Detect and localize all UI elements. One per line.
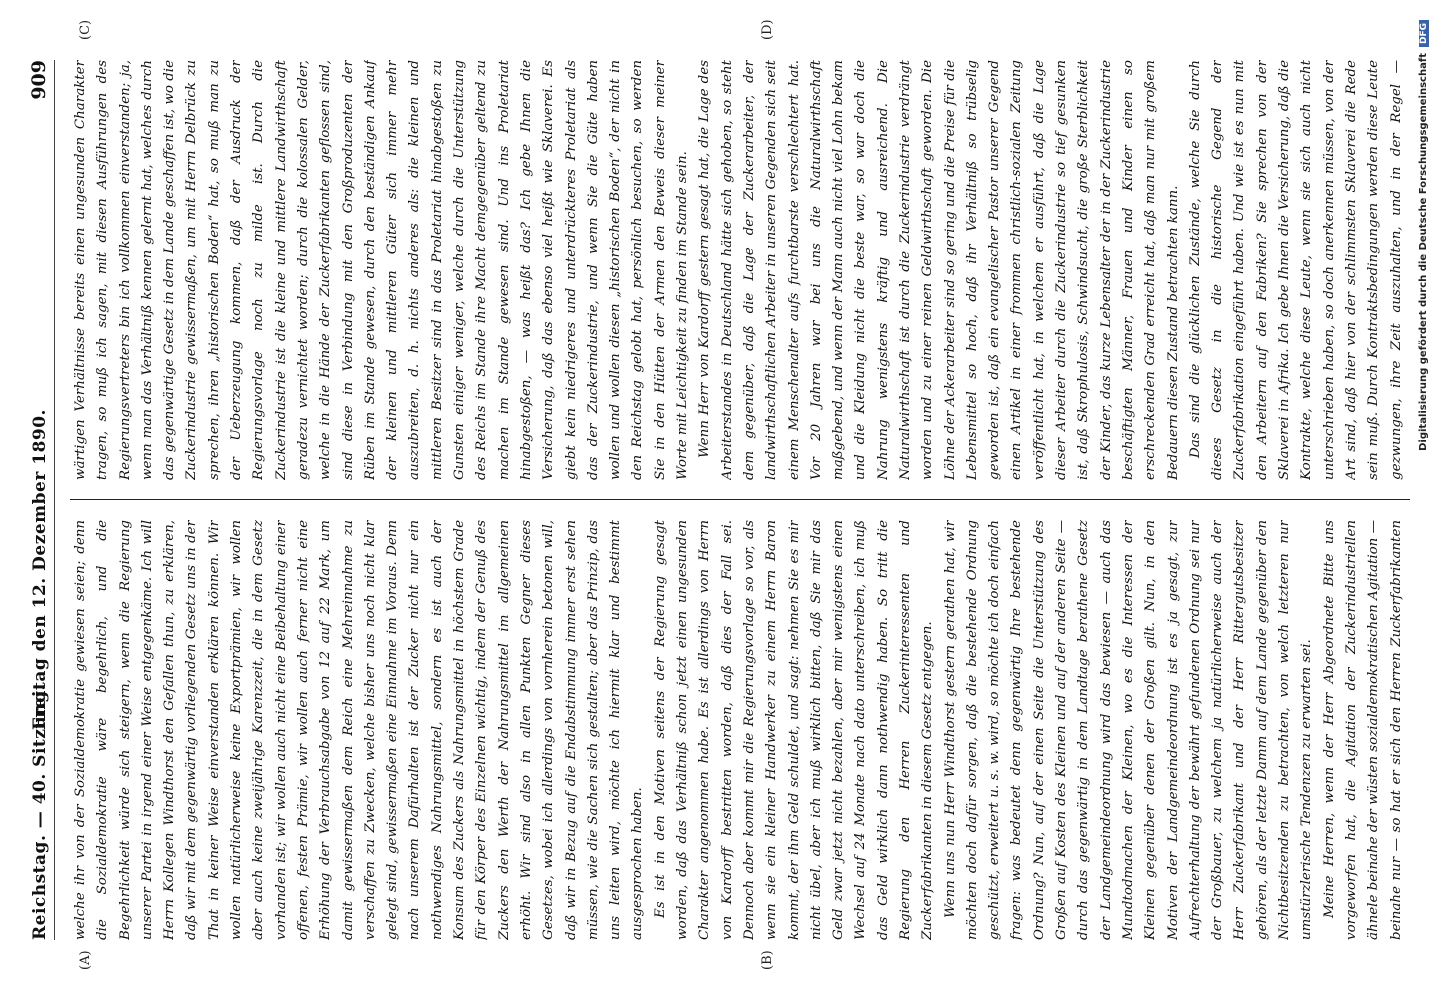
paragraph: Wenn Herr von Kardorff gestern gesagt hat, die Lage des Arbeiterstandes in Deutschland hätte sich gehoben, so steht dem gegenüber, daß die Lage der Zuckerarbeiter, der landwirthschaftlichen Arbeiter in unseren Gegenden sich seit einem Menschenalter aufs furchtbarste verschlechtert hat. Vor 20 Jahren war bei uns die Naturalwirthschaft maßgebend, und wenn der Mann auch nicht viel Lohn bekam und die Kleidung nicht die beste war, so war doch die Nahrung wenigstens kräftig und ausreichend. Die Naturalwirthschaft ist durch die Zuckerindustrie verdrängt worden und zu einer reinen Geldwirthschaft geworden. Die Löhne der Ackerarbeiter sind so gering und die Preise für die Lebensmittel so hoch, daß ihr Verhältniß so trübselig geworden ist, daß ein evangelischer Pastor unserer Gegend einen Artikel in einer frommen christlich-sozialen Zeitung veröffentlicht hat, in welchem er ausführt, daß die Lage dieser Arbeiter durch die Zuckerindustrie so tief gesunken ist, daß Skrophulosis, Schwindsucht, die große Sterblichkeit der Kinder, das kurze Lebensalter der in der Zuckerindustrie beschäftigten Männer, Frauen und Kinder einen so erschreckenden Grad erreicht hat, daß man nur mit großem Bedauern diesen Zustand betrachten kann. (697, 60, 1181, 480)
digitization-note (1418, 20, 1429, 980)
right-column (70, 60, 1410, 480)
margin-marker-b: (B) (760, 950, 775, 970)
paragraph: Es ist in den Motiven seitens der Regierung gesagt worden, daß das Verhältniß schon jetzt einen ungesunden Charakter angenommen habe. Es ist allerdings von Herrn von Kardorff bestritten worden, daß dies der Fall sei. Dennoch aber kommt mir die Regierungsvorlage so vor, als wenn sie ein kleiner Handwerker zu einem Herrn Baron kommt, der ihm Geld schuldet, und sagt: nehmen Sie es mir nicht übel, aber ich muß wirklich bitten, daß Sie mir das Geld zwar jetzt nicht bezahlen, aber mir wenigstens einen Wechsel auf 24 Monate nach dato unterschreiben, ich muß das Geld wirklich dann nothwendig haben. So tritt die Regierung den Herren Zuckerinteressenten und Zuckerfabrikanten in diesem Gesetz entgegen. (652, 520, 936, 940)
paragraph: Wenn uns nun Herr Windthorst gestern gerathen hat, wir möchten doch dafür sorgen, daß die bestehende Ordnung geschützt, erweitert u. s. w. wird, so möchte ich doch einfach fragen: was bedeutet denn gegenwärtig Ihre bestehende Ordnung? Nun, auf der einen Seite die Unterstützung des Großen auf Kosten des Kleinen und auf der anderen Seite — durch das gegenwärtig in dem Landtage berathene Gesetz der Landgemeindeordnung wird das bewiesen — auch das Mundtodmachen der Kleinen, wo es die Interessen der Kleinen gegenüber denen der Großen gilt. Nun, in den Motiven der Landgemeindeordnung ist es ja gesagt, zur Aufrechterhaltung der bewährt gefundenen Ordnung sei nur der Großbauer, zu welchem ja natürlicherweise auch der Herr Zuckerfabrikant und der Herr Rittergutsbesitzer gehören, als der letzte Damm auf dem Lande gegenüber den Nichtbesitzenden zu betrachten, von welch letzteren nur umstürzlerische Tendenzen zu erwarten sei. (942, 520, 1315, 940)
margin-marker-a: (A) (78, 950, 93, 970)
margin-marker-d: (D) (760, 19, 775, 40)
digitization-text: Digitalisierung gefördert durch die Deutsche Forschungsgemeinschaft (1418, 53, 1429, 451)
paragraph: welche ihr von der Sozialdemokratie gewiesen seien; denn die Sozialdemokratie wäre begehrlich, und die Begehrlichkeit würde sich steigern, wenn die Regierung unserer Partei in irgend einer Weise entgegenkäme. Ich will Herrn Kollegen Windthorst den Gefallen thun, zu erklären, daß wir mit dem gegenwärtig vorliegenden Gesetz uns in der That in keiner Weise einverstanden erklären können. Wir wollen natürlicherweise keine Exportprämien, wir wollen aber auch keine zweijährige Karenzzeit, die in dem Gesetz vorhanden ist; wir wollen auch nicht eine Beibehaltung einer offenen, festen Prämie, wir wollen auch ferner nicht eine Erhöhung der Verbrauchsabgabe von 12 auf 22 Mark, um damit gewissermaßen dem Reich eine Mehreinnahme zu verschaffen zu Zwecken, welche bisher uns noch nicht klar gelegt sind, gewissermaßen eine Einnahme im Voraus. Denn nach unserem Dafürhalten ist der Zucker nicht nur ein nothwendiges Nahrungsmittel, sondern es ist auch der Konsum des Zuckers als Nahrungsmittel in höchstem Grade für den Körper des Einzelnen wichtig, indem der Genuß des Zuckers den Werth der Nahrungsmittel im allgemeinen erhöht. Wir sind also in allen Punkten Gegner dieses Gesetzes, wobei ich allerdings von vornherein betonen will, daß wir in Bezug auf die Endabstimmung immer erst sehen müssen, wie die Sachen sich gestalten; aber das Prinzip, das uns leiten wird, möchte ich hiermit klar und bestimmt ausgesprochen haben. (73, 520, 646, 940)
paragraph: Meine Herren, wenn der Herr Abgeordnete Bitte uns vorgeworfen hat, die Agitation der Zuckerindustriellen ähnele beinahe der wüsten sozialdemokratischen Agitation — beinahe nur — so hat er sich den Herren Zuckerfabrikanten (1321, 520, 1404, 940)
column-divider (70, 499, 1410, 500)
page-header (22, 60, 62, 940)
header-rule (54, 60, 55, 940)
header-left: Reichstag. — 40. Sitzung. (30, 684, 50, 940)
left-column (70, 520, 1410, 940)
page-number: 909 (28, 60, 50, 100)
paragraph: Das sind die glücklichen Zustände, welche Sie durch dieses Gesetz in die historische Gegend der Zuckerfabrikation eingeführt haben. Und wie ist es nun mit den Arbeitern auf den Fabriken? Sie sprechen von der Sklaverei in Afrika. Ich gebe Ihnen die Versicherung, daß die Kontrakte, welche diese Leute, wenn sie sich auch nicht unterschrieben haben, so doch anerkennen müssen, von der Art sind, daß hier von der schlimmsten Sklaverei die Rede sein muß. Durch Kontraktsbedingungen werden diese Leute gezwungen, ihre Zeit auszuhalten, und in der Regel — (1187, 60, 1404, 480)
margin-marker-c: (C) (78, 19, 93, 40)
dfg-logo: DFG (1419, 20, 1429, 47)
paragraph: wärtigen Verhältnisse bereits einen ungesunden Charakter tragen, so muß ich sagen, mit diesen Ausführungen des Regierungsvertreters bin ich vollkommen einverstanden; ja, wenn man das Verhältniß kennen gelernt hat, welches durch das gegenwärtige Gesetz in dem Lande geschaffen ist, wo die Zuckerindustrie gewissermaßen, um mit Herrn Delbrück zu sprechen, ihren „historischen Boden“ hat, so muß man zu der Ueberzeugung kommen, daß der Ausdruck der Regierungsvorlage noch zu milde ist. Durch die Zuckerindustrie ist die kleine und mittlere Landwirthschaft geradezu vernichtet worden; durch die kolossalen Gelder, welche in die Hände der Zuckerfabrikanten geflossen sind, sind diese in Verbindung mit den Großproduzenten der Rüben im Stande gewesen, durch den beständigen Ankauf der kleinen und mittleren Güter sich immer mehr auszubreiten, d. h. nichts anderes als: die kleinen und mittleren Besitzer sind in das Proletariat hinabgestoßen zu Gunsten einiger weniger, welche durch die Unterstützung des Reichs im Stande ihre Macht demgegenüber geltend zu machen im Stande gewesen sind. Und ins Proletariat hinabgestoßen, — was heißt das? Ich gebe Ihnen die Versicherung, daß das ebenso viel heißt wie Sklaverei. Es giebt kein niedrigeres und unterdrückteres Proletariat als das der Zuckerindustrie, und wenn Sie die Güte haben wollen und wollen diesen „historischen Boden“, der nicht in den Reichstag gelobt hat, persönlich besuchen, so werden Sie in den Hütten der Armen den Beweis dieser meiner Worte mit Leichtigkeit zu finden im Stande sein. (73, 60, 691, 480)
header-date: Freitag den 12. Dezember 1890. (30, 409, 50, 730)
